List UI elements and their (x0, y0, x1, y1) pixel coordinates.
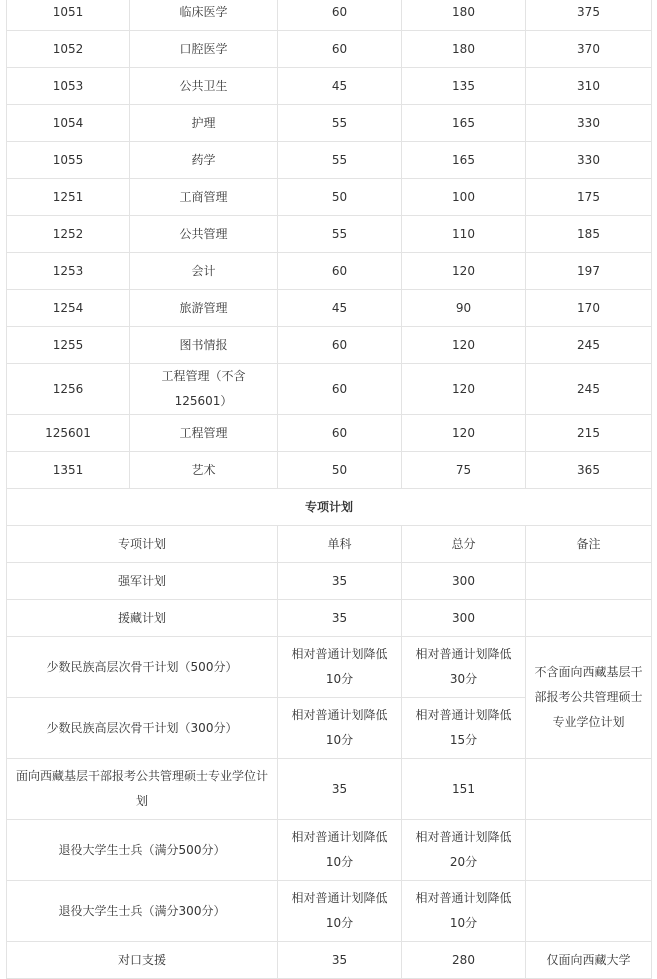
major-code: 125601 (7, 415, 130, 452)
major-code: 1055 (7, 142, 130, 179)
plan-total: 280 (402, 942, 526, 979)
total-score: 120 (402, 253, 526, 290)
major-name: 艺术 (130, 452, 278, 489)
score-table (6, 0, 652, 979)
special-row (7, 881, 652, 942)
total-score: 135 (402, 68, 526, 105)
note-score: 197 (526, 253, 652, 290)
plan-name: 强军计划 (7, 563, 278, 600)
note-score: 365 (526, 452, 652, 489)
plan-total: 相对普通计划降低15分 (402, 698, 526, 759)
single-score: 45 (278, 290, 402, 327)
plan-single: 35 (278, 563, 402, 600)
major-code: 1052 (7, 31, 130, 68)
special-row (7, 637, 652, 698)
table-row (7, 364, 652, 415)
total-score: 120 (402, 327, 526, 364)
single-score: 50 (278, 179, 402, 216)
single-score: 50 (278, 452, 402, 489)
major-name: 公共卫生 (130, 68, 278, 105)
major-code: 1053 (7, 68, 130, 105)
table-row (7, 290, 652, 327)
plan-name: 少数民族高层次骨干计划（500分） (7, 637, 278, 698)
table-row (7, 0, 652, 31)
plan-note (526, 759, 652, 820)
single-score: 60 (278, 253, 402, 290)
single-score: 60 (278, 0, 402, 31)
major-name: 工商管理 (130, 179, 278, 216)
section-title: 专项计划 (7, 489, 652, 526)
table-row (7, 179, 652, 216)
total-score: 110 (402, 216, 526, 253)
total-score: 180 (402, 31, 526, 68)
major-name: 工程管理 (130, 415, 278, 452)
single-score: 55 (278, 142, 402, 179)
single-score: 60 (278, 364, 402, 415)
table-row (7, 327, 652, 364)
total-score: 180 (402, 0, 526, 31)
major-name: 旅游管理 (130, 290, 278, 327)
single-score: 55 (278, 105, 402, 142)
note-score: 310 (526, 68, 652, 105)
major-name: 公共管理 (130, 216, 278, 253)
header-total: 总分 (402, 526, 526, 563)
plan-name: 退役大学生士兵（满分500分） (7, 820, 278, 881)
plan-single: 相对普通计划降低10分 (278, 820, 402, 881)
plan-name: 面向西藏基层干部报考公共管理硕士专业学位计划 (7, 759, 278, 820)
single-score: 60 (278, 31, 402, 68)
plan-single: 35 (278, 942, 402, 979)
major-code: 1251 (7, 179, 130, 216)
table-row (7, 31, 652, 68)
total-score: 75 (402, 452, 526, 489)
major-code: 1252 (7, 216, 130, 253)
plan-total: 相对普通计划降低10分 (402, 881, 526, 942)
minority-plan-note: 不含面向西藏基层干部报考公共管理硕士专业学位计划 (526, 637, 652, 759)
table-row (7, 452, 652, 489)
special-row (7, 820, 652, 881)
single-score: 60 (278, 415, 402, 452)
note-score: 370 (526, 31, 652, 68)
plan-name: 援藏计划 (7, 600, 278, 637)
major-name: 药学 (130, 142, 278, 179)
special-row (7, 759, 652, 820)
plan-single: 35 (278, 759, 402, 820)
major-name: 口腔医学 (130, 31, 278, 68)
table-row (7, 415, 652, 452)
major-code: 1256 (7, 364, 130, 415)
plan-total: 相对普通计划降低30分 (402, 637, 526, 698)
header-plan: 专项计划 (7, 526, 278, 563)
table-row (7, 216, 652, 253)
note-score: 175 (526, 179, 652, 216)
plan-name: 少数民族高层次骨干计划（300分） (7, 698, 278, 759)
major-code: 1254 (7, 290, 130, 327)
note-score: 185 (526, 216, 652, 253)
major-name: 图书情报 (130, 327, 278, 364)
plan-single: 相对普通计划降低10分 (278, 698, 402, 759)
total-score: 165 (402, 105, 526, 142)
total-score: 90 (402, 290, 526, 327)
major-code: 1051 (7, 0, 130, 31)
major-code: 1054 (7, 105, 130, 142)
plan-total: 300 (402, 563, 526, 600)
note-score: 330 (526, 142, 652, 179)
table-row (7, 68, 652, 105)
plan-note (526, 820, 652, 881)
table-row (7, 105, 652, 142)
support-note: 仅面向西藏大学 (526, 942, 652, 979)
total-score: 120 (402, 364, 526, 415)
special-header-row (7, 526, 652, 563)
plan-single: 35 (278, 600, 402, 637)
note-score: 170 (526, 290, 652, 327)
plan-single: 相对普通计划降低10分 (278, 637, 402, 698)
plan-note (526, 600, 652, 637)
plan-note (526, 881, 652, 942)
plan-single: 相对普通计划降低10分 (278, 881, 402, 942)
major-code: 1351 (7, 452, 130, 489)
major-name: 护理 (130, 105, 278, 142)
note-score: 215 (526, 415, 652, 452)
special-row (7, 563, 652, 600)
note-score: 375 (526, 0, 652, 31)
major-name: 会计 (130, 253, 278, 290)
major-code: 1255 (7, 327, 130, 364)
total-score: 100 (402, 179, 526, 216)
major-code: 1253 (7, 253, 130, 290)
special-row (7, 942, 652, 979)
header-note: 备注 (526, 526, 652, 563)
single-score: 60 (278, 327, 402, 364)
note-score: 245 (526, 327, 652, 364)
table-row (7, 142, 652, 179)
single-score: 45 (278, 68, 402, 105)
plan-note (526, 563, 652, 600)
plan-total: 151 (402, 759, 526, 820)
plan-name: 退役大学生士兵（满分300分） (7, 881, 278, 942)
section-title-row (7, 489, 652, 526)
plan-total: 300 (402, 600, 526, 637)
plan-name: 对口支援 (7, 942, 278, 979)
major-name: 临床医学 (130, 0, 278, 31)
note-score: 330 (526, 105, 652, 142)
table-row (7, 253, 652, 290)
major-name: 工程管理（不含125601） (130, 364, 278, 415)
single-score: 55 (278, 216, 402, 253)
plan-total: 相对普通计划降低20分 (402, 820, 526, 881)
special-row (7, 600, 652, 637)
total-score: 120 (402, 415, 526, 452)
header-single: 单科 (278, 526, 402, 563)
note-score: 245 (526, 364, 652, 415)
total-score: 165 (402, 142, 526, 179)
